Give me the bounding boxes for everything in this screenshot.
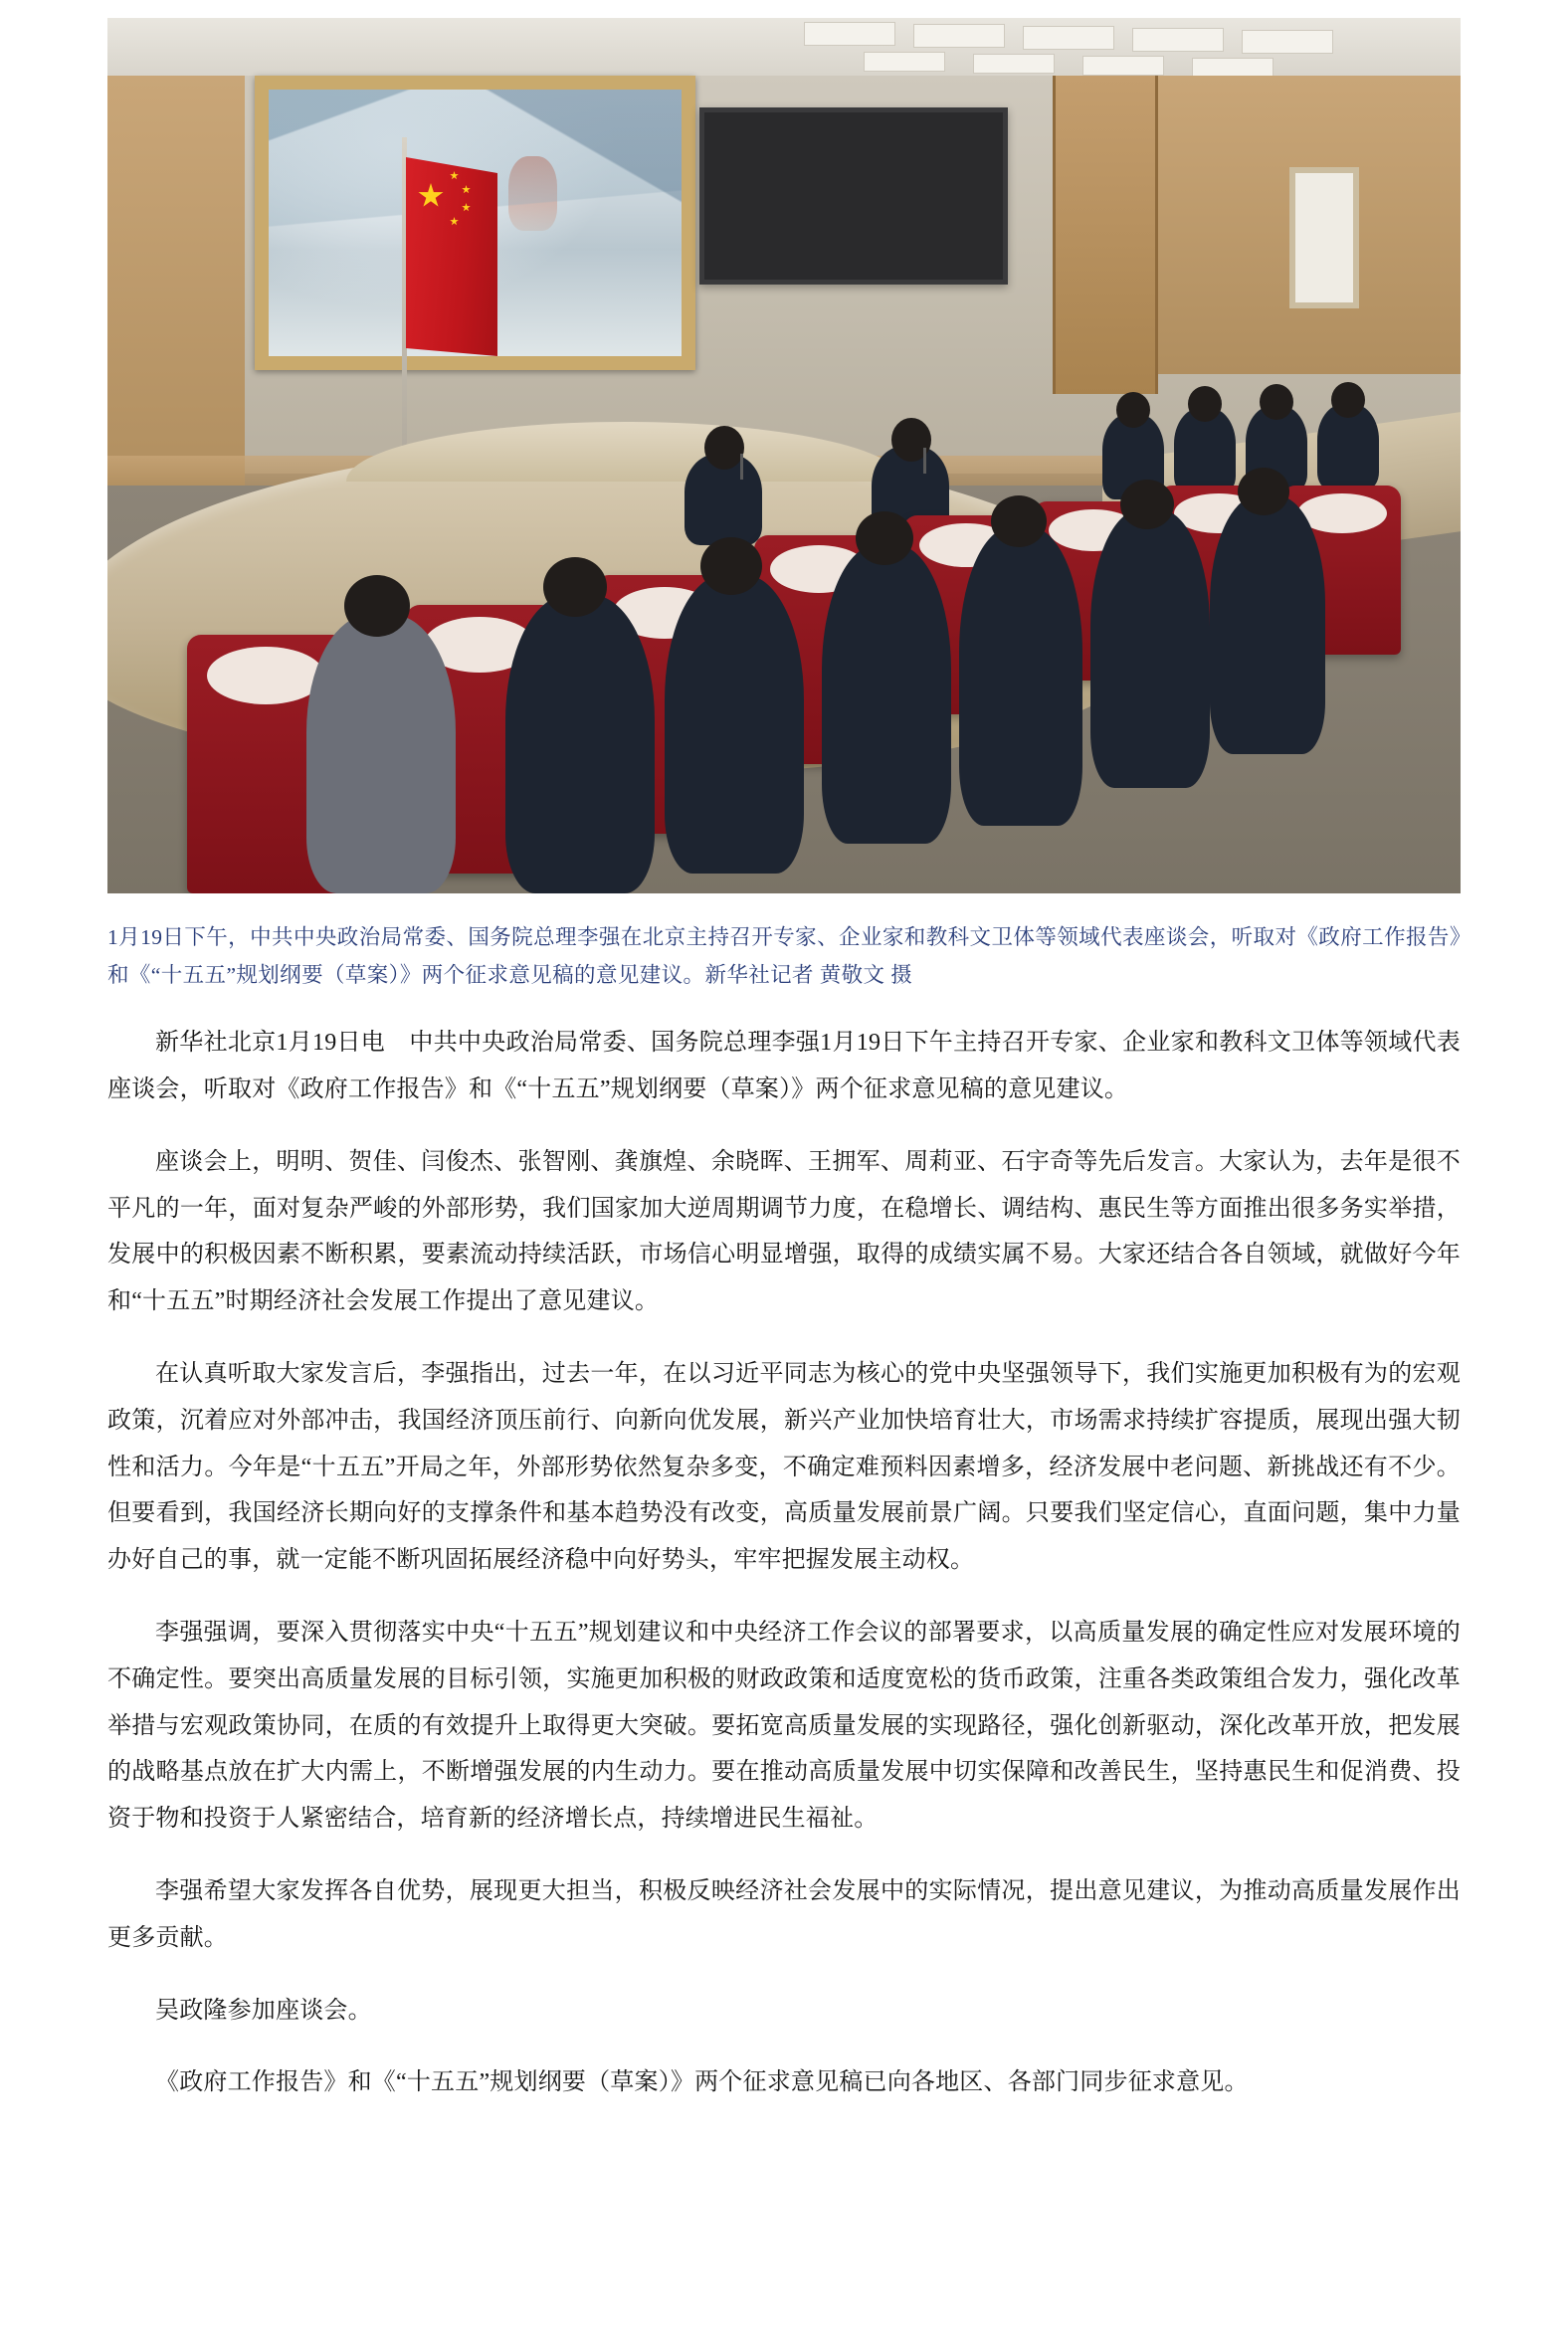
display-screen <box>699 107 1008 285</box>
photo-caption: 1月19日下午，中共中央政治局常委、国务院总理李强在北京主持召开专家、企业家和教科文卫体等领域代表座谈会，听取对《政府工作报告》和《“十五五”规划纲要（草案）》两个征求意见稿的意见建议。新华社记者 黄敬文 摄 <box>107 925 1461 987</box>
microphone <box>923 448 926 474</box>
participant-foreground <box>1210 495 1325 754</box>
participant-foreground <box>505 595 655 893</box>
microphone <box>740 454 743 480</box>
photo-container <box>107 18 1461 893</box>
wall-wood-left <box>107 76 245 503</box>
door <box>1053 76 1158 394</box>
participant-head <box>700 537 762 595</box>
participant-head <box>1116 392 1150 428</box>
participant-head <box>543 557 607 617</box>
chinese-national-flag <box>406 157 497 356</box>
participant-head <box>344 575 410 637</box>
participant-foreground <box>665 575 804 874</box>
participant-head <box>1331 382 1365 418</box>
participant-head <box>1260 384 1293 420</box>
participant-head <box>856 511 913 565</box>
participant-head <box>704 426 744 470</box>
participant-foreground <box>1090 509 1210 788</box>
article-paragraph: 《政府工作报告》和《“十五五”规划纲要（草案）》两个征求意见稿已向各地区、各部门同步征求意见。 <box>155 2069 1249 2096</box>
article-paragraph: 在认真听取大家发言后，李强指出，过去一年，在以习近平同志为核心的党中央坚强领导下，我们实施更加积极有为的宏观政策，沉着应对外部冲击，我国经济顶压前行、向新向优发展，新兴产业加快培育壮大，市场需求持续扩容提质，展现出强大韧性和活力。今年是“十五五”开局之年，外部形势依然复杂多变，不确定难预料因素增多，经济发展中老问题、新挑战还有不少。但要看到，我国经济长期向好的支撑条件和基本趋势没有改变，高质量发展前景广阔。只要我们坚定信心，直面问题，集中力量办好自己的事，就一定能不断巩固拓展经济稳中向好势头，牢牢把握发展主动权。 <box>107 1361 1461 1574</box>
article-paragraph: 吴政隆参加座谈会。 <box>155 1997 372 2024</box>
article-paragraph: 李强希望大家发挥各自优势，展现更大担当，积极反映经济社会发展中的实际情况，提出意见建议，为推动高质量发展作出更多贡献。 <box>107 1878 1461 1951</box>
ceiling-lights <box>107 18 1461 80</box>
wall-artwork-small <box>1289 167 1359 308</box>
article-body <box>107 1020 1461 2106</box>
meeting-photo <box>107 18 1461 893</box>
article-paragraph: 座谈会上，明明、贺佳、闫俊杰、张智刚、龚旗煌、余晓晖、王拥军、周莉亚、石宇奇等先后发言。大家认为，去年是很不平凡的一年，面对复杂严峻的外部形势，我们国家加大逆周期调节力度，在稳增长、调结构、惠民生等方面推出很多务实举措，发展中的积极因素不断积累，要素流动持续活跃，市场信心明显增强，取得的成绩实属不易。大家还结合各自领域，就做好今年和“十五五”时期经济社会发展工作提出了意见建议。 <box>107 1148 1461 1315</box>
participant-foreground <box>822 545 951 844</box>
participant-head <box>1120 480 1174 529</box>
participant-head <box>991 495 1047 547</box>
participant-head <box>1238 468 1289 515</box>
article-paragraph: 李强强调，要深入贯彻落实中央“十五五”规划建议和中央经济工作会议的部署要求，以高质量发展的确定性应对发展环境的不确定性。要突出高质量发展的目标引领，实施更加积极的财政政策和适度宽松的货币政策，注重各类政策组合发力，强化改革举措与宏观政策协同，在质的有效提升上取得更大突破。要拓宽高质量发展的实现路径，强化创新驱动，深化改革开放，把发展的战略基点放在扩大内需上，不断增强发展的内生动力。要在推动高质量发展中切实保障和改善民生，坚持惠民生和促消费、投资于物和投资于人紧密结合，培育新的经济增长点，持续增进民生福祉。 <box>107 1620 1461 1833</box>
painting-accent <box>508 156 558 231</box>
participant-head <box>1188 386 1222 422</box>
participant-foreground <box>306 615 456 893</box>
chair-doily <box>207 647 324 704</box>
article-paragraph: 新华社北京1月19日电 中共中央政治局常委、国务院总理李强1月19日下午主持召开专家、企业家和教科文卫体等领域代表座谈会，听取对《政府工作报告》和《“十五五”规划纲要（草案）》两个征求意见稿的意见建议。 <box>107 1030 1461 1103</box>
participant-foreground <box>959 527 1082 826</box>
